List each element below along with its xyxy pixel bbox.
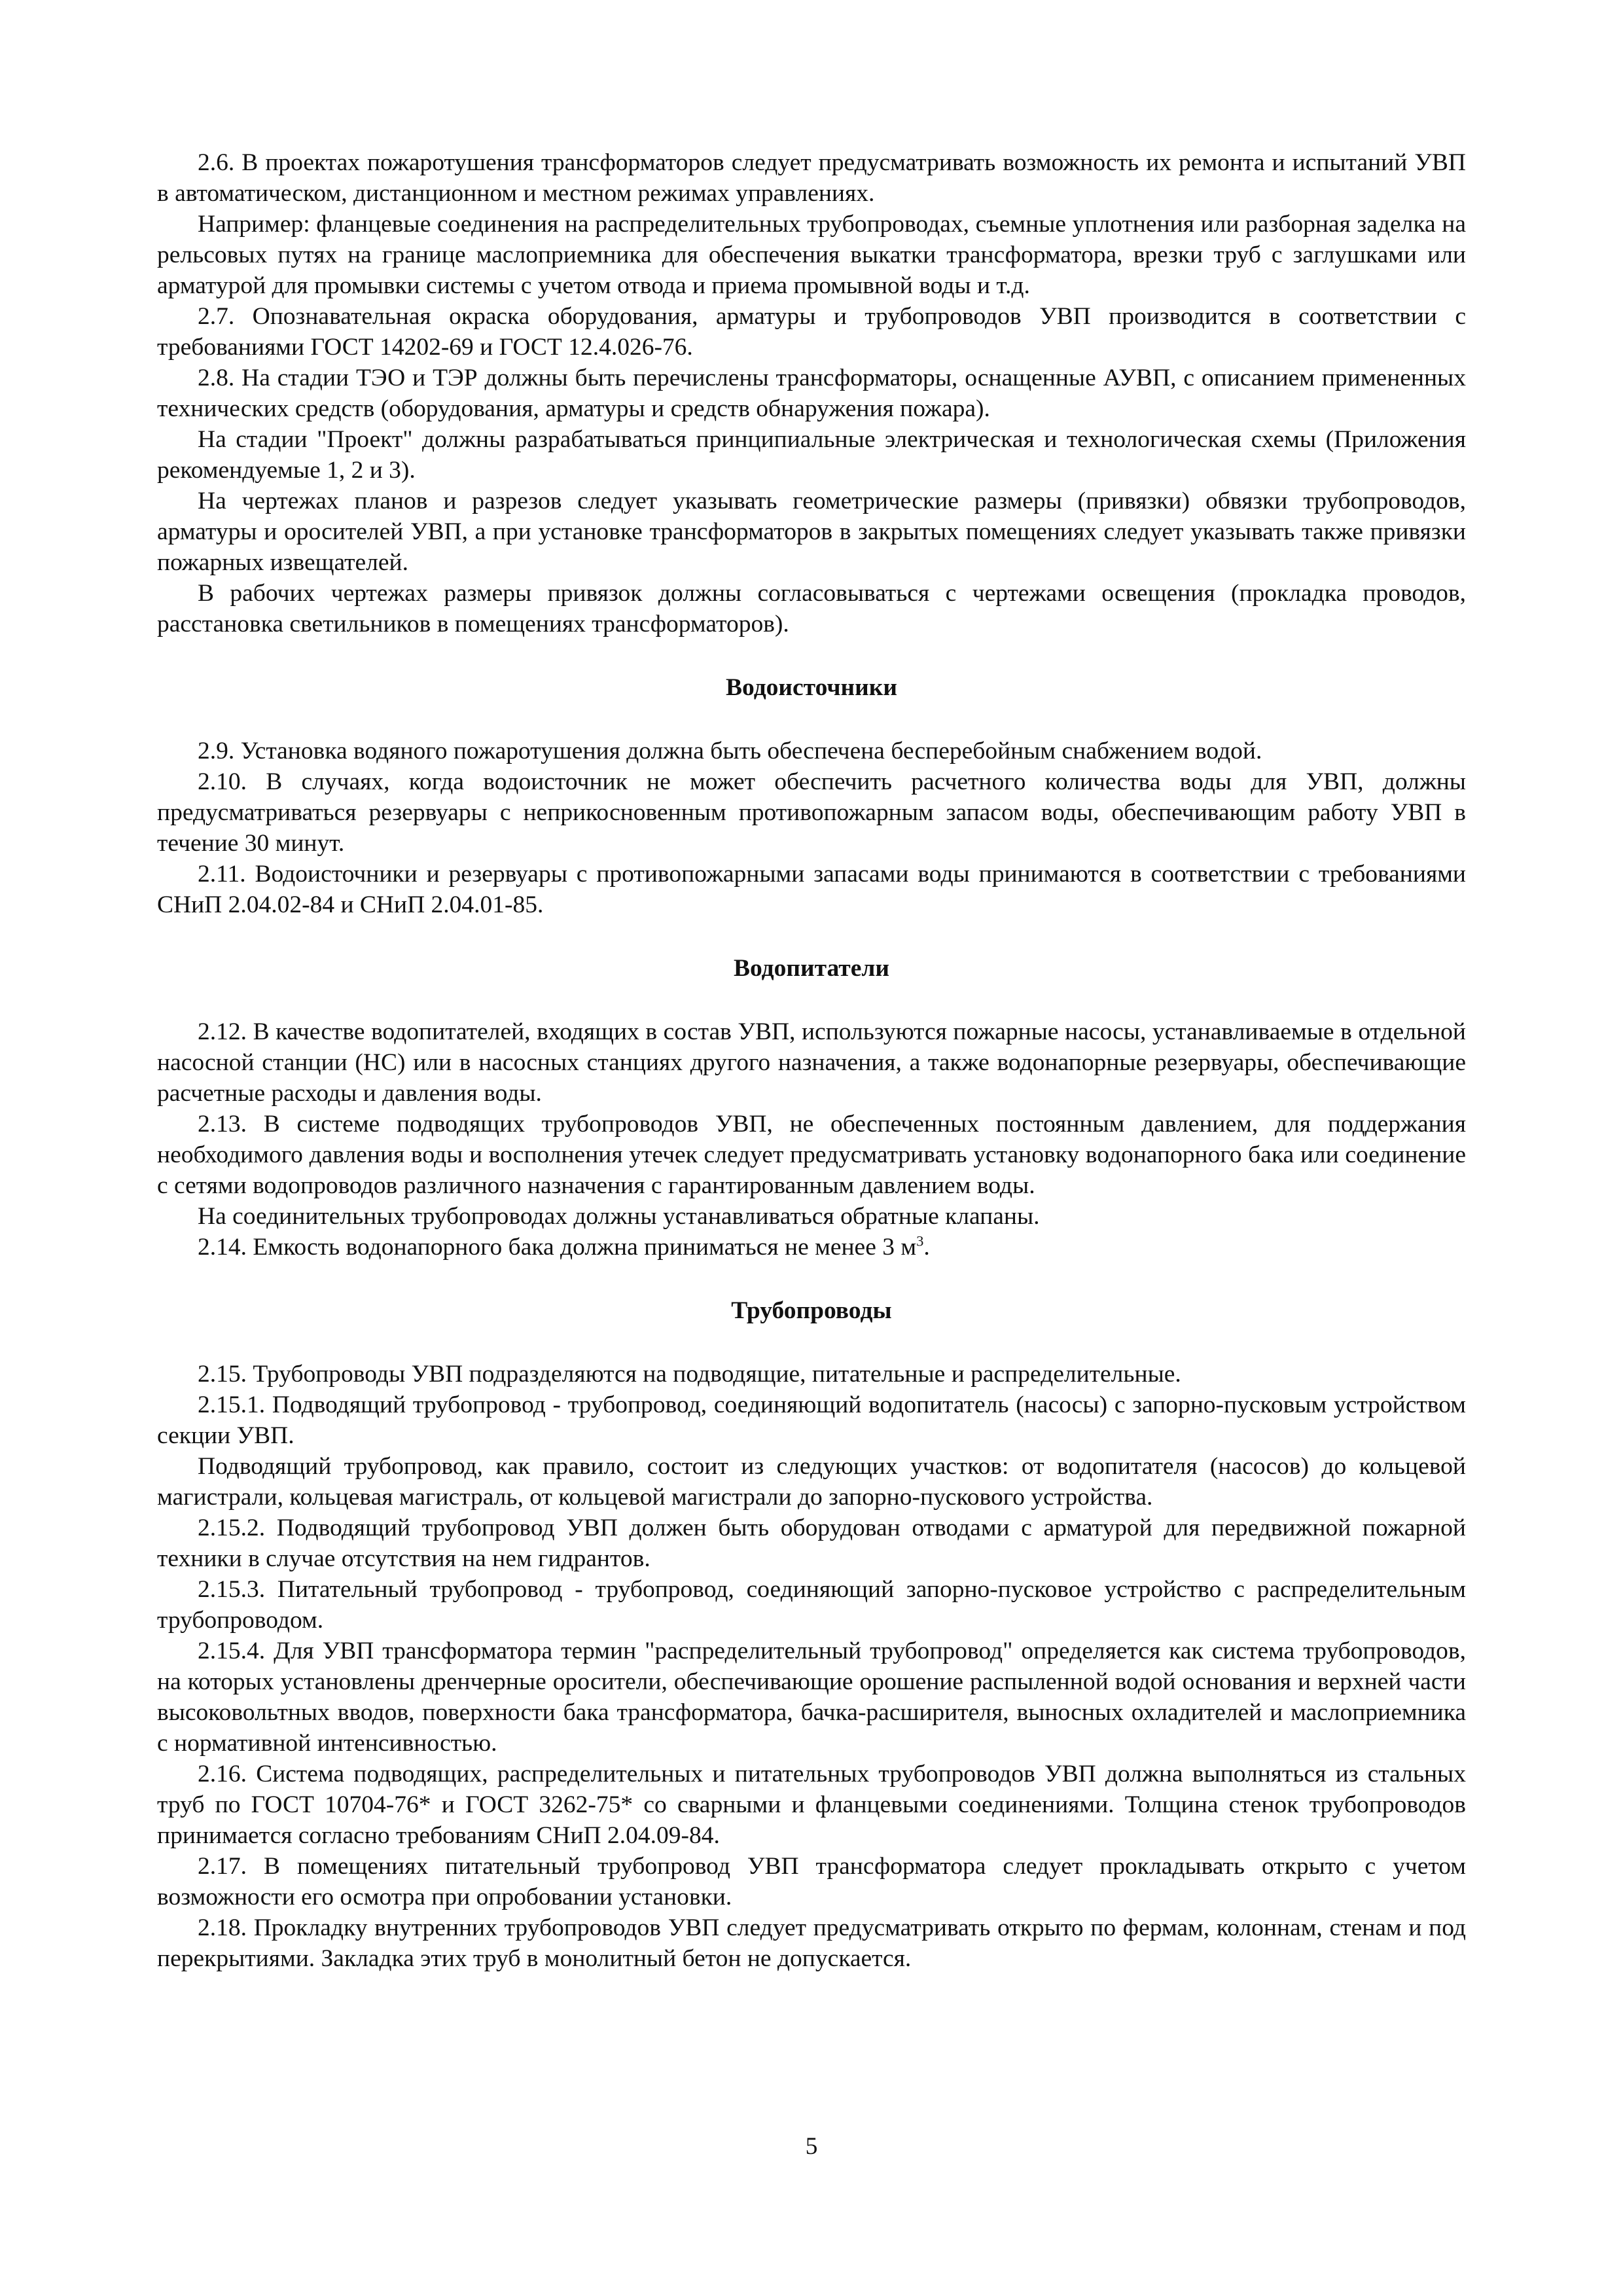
section-heading-water-sources: Водоисточники: [726, 674, 897, 701]
paragraph-2-6: 2.6. В проектах пожаротушения трансформаторов следует предусматривать возможность их ремонта и испытаний УВП в автоматическом, дистанционном и местном режимах управлениях.: [157, 149, 1466, 207]
paragraph-example: Например: фланцевые соединения на распределительных трубопроводах, съемные уплотнения или разборная заделка на рельсовых путях на границе маслоприемника для обеспечения выкатки трансформатора, врезки труб с заглушками или арматурой для промывки системы с учетом отвода и приема промывной воды и т.д.: [157, 211, 1466, 299]
paragraph-2-15-1: 2.15.1. Подводящий трубопровод - трубопровод, соединяющий водопитатель (насосы) с запорно-пусковым устройством секции УВП.: [157, 1391, 1466, 1449]
paragraph-2-15: 2.15. Трубопроводы УВП подразделяются на подводящие, питательные и распределительные.: [198, 1361, 1181, 1388]
section-heading-water-feeders: Водопитатели: [734, 955, 889, 982]
paragraph-2-17: 2.17. В помещениях питательный трубопровод УВП трансформатора следует прокладывать открыто с учетом возможности его осмотра при опробовании установки.: [157, 1853, 1466, 1910]
paragraph-2-14-period: .: [923, 1234, 930, 1261]
paragraph-2-18: 2.18. Прокладку внутренних трубопроводов УВП следует предусматривать открыто по фермам, колоннам, стенам и под перекрытиями. Закладка этих труб в монолитный бетон не допускается.: [157, 1914, 1466, 1972]
paragraph-2-15-4: 2.15.4. Для УВП трансформатора термин "распределительный трубопровод" определяется как система трубопроводов, на которых установлены дренчерные оросители, обеспечивающие орошение распыленной водой основания и верхней части высоковольтных вводов, поверхности бака трансформатора, бачка-расширителя, выносных охладителей и маслоприемника с нормативной интенсивностью.: [157, 1638, 1466, 1757]
paragraph-2-11: 2.11. Водоисточники и резервуары с противопожарными запасами воды принимаются в соответствии с требованиями СНиП 2.04.02-84 и СНиП 2.04.01-85.: [157, 861, 1466, 918]
section-heading-pipelines: Трубопроводы: [731, 1297, 892, 1324]
paragraph-drawings-plans: На чертежах планов и разрезов следует указывать геометрические размеры (привязки) обвязки трубопроводов, арматуры и оросителей УВП, а при установке трансформаторов в закрытых помещениях следует указывать также привязки пожарных извещателей.: [157, 488, 1466, 576]
paragraph-2-7: 2.7. Опознавательная окраска оборудования, арматуры и трубопроводов УВП производится в соответствии с требованиями ГОСТ 14202-69 и ГОСТ 12.4.026-76.: [157, 303, 1466, 361]
paragraph-project-stage: На стадии "Проект" должны разрабатываться принципиальные электрическая и технологическая схемы (Приложения рекомендуемые 1, 2 и 3).: [157, 426, 1466, 484]
paragraph-2-14: [157, 1232, 1466, 1263]
paragraph-2-16: 2.16. Система подводящих, распределительных и питательных трубопроводов УВП должна выполняться из стальных труб по ГОСТ 10704-76* и ГОСТ 3262-75* со сварными и фланцевыми соединениями. Толщина стенок трубопроводов принимается согласно требованиям СНиП 2.04.09-84.: [157, 1761, 1466, 1849]
cubic-superscript: 3: [916, 1232, 924, 1249]
paragraph-2-15-2: 2.15.2. Подводящий трубопровод УВП должен быть оборудован отводами с арматурой для передвижной пожарной техники в случае отсутствия на нем гидрантов.: [157, 1515, 1466, 1572]
document-page: [157, 147, 1466, 1974]
paragraph-2-10: 2.10. В случаях, когда водоисточник не может обеспечить расчетного количества воды для УВП, должны предусматриваться резервуары с неприкосновенным противопожарным запасом воды, обеспечивающим работу УВП в течение 30 минут.: [157, 768, 1466, 857]
paragraph-2-9: 2.9. Установка водяного пожаротушения должна быть обеспечена бесперебойным снабжением водой.: [198, 738, 1262, 764]
page-number: 5: [805, 2133, 818, 2160]
paragraph-working-drawings: В рабочих чертежах размеры привязок должны согласовываться с чертежами освещения (прокладка проводов, расстановка светильников в помещениях трансформаторов).: [157, 580, 1466, 637]
paragraph-2-12: 2.12. В качестве водопитателей, входящих в состав УВП, используются пожарные насосы, устанавливаемые в отдельной насосной станции (НС) или в насосных станциях другого назначения, а также водонапорные резервуары, обеспечивающие расчетные расходы и давления воды.: [157, 1018, 1466, 1107]
paragraph-2-14-text: 2.14. Емкость водонапорного бака должна приниматься не менее 3 м: [198, 1234, 917, 1261]
paragraph-2-15-3: 2.15.3. Питательный трубопровод - трубопровод, соединяющий запорно-пусковое устройство с распределительным трубопроводом.: [157, 1576, 1466, 1634]
paragraph-check-valves: На соединительных трубопроводах должны устанавливаться обратные клапаны.: [198, 1203, 1040, 1230]
paragraph-2-8: 2.8. На стадии ТЭО и ТЭР должны быть перечислены трансформаторы, оснащенные АУВП, с описанием примененных технических средств (оборудования, арматуры и средств обнаружения пожара).: [157, 365, 1466, 422]
paragraph-2-13: 2.13. В системе подводящих трубопроводов УВП, не обеспеченных постоянным давлением, для поддержания необходимого давления воды и восполнения утечек следует предусматривать установку водонапорного бака или соединение с сетями водопроводов различного назначения с гарантированным давлением воды.: [157, 1111, 1466, 1199]
paragraph-supply-pipe-parts: Подводящий трубопровод, как правило, состоит из следующих участков: от водопитателя (насосов) до кольцевой магистрали, кольцевая магистраль, от кольцевой магистрали до запорно-пускового устройства.: [157, 1453, 1466, 1511]
